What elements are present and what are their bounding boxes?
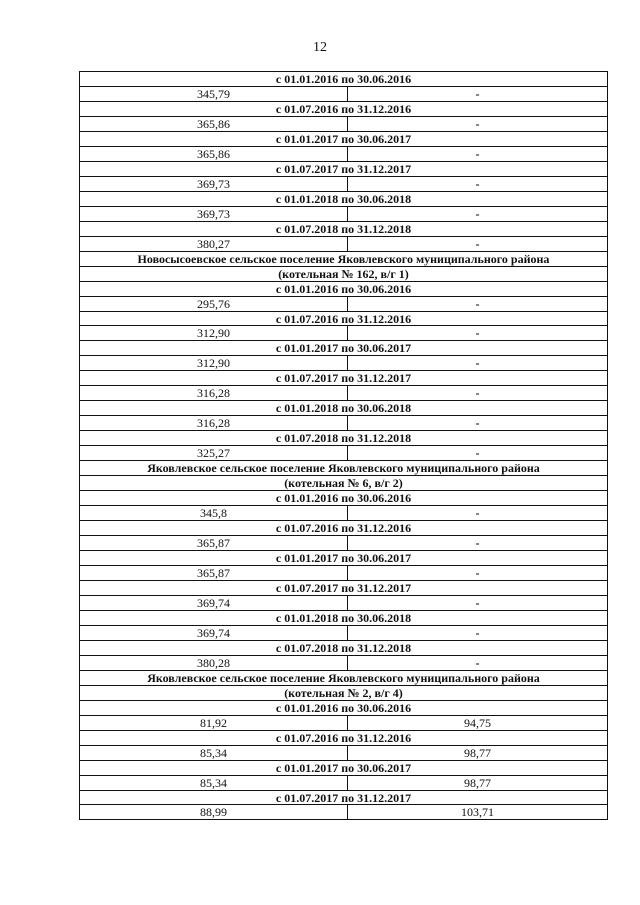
tariff-value: 365,86 (197, 116, 230, 131)
table-row (80, 626, 607, 641)
tariff-cell-col2 (348, 326, 607, 340)
tariff-cell-col1 (80, 716, 348, 730)
tariff-value: - (475, 536, 480, 551)
period-header-row (80, 401, 607, 416)
tariff-cell-col2 (348, 416, 607, 430)
period-header-row (80, 671, 607, 686)
table-row (80, 297, 607, 312)
period-header-row (80, 222, 607, 237)
tariff-cell-col1 (80, 177, 348, 191)
tariff-value: - (475, 416, 480, 431)
tariff-value: 103,71 (461, 805, 494, 820)
period-header-row (80, 641, 607, 656)
table-row (80, 536, 607, 551)
tariff-value: 369,73 (197, 176, 230, 191)
period-header-row (80, 371, 607, 386)
period-header-row (80, 102, 607, 117)
tariff-table (79, 71, 608, 820)
period-header-row (80, 132, 607, 147)
tariff-value: 369,74 (197, 625, 230, 640)
tariff-value: 85,34 (200, 745, 227, 760)
tariff-cell-col2 (348, 386, 607, 400)
table-row (80, 177, 607, 192)
tariff-cell-col1 (80, 326, 348, 340)
tariff-value: - (475, 236, 480, 251)
tariff-value: 98,77 (464, 745, 491, 760)
tariff-cell-col1 (80, 416, 348, 430)
row-heading-text: с 01.01.2016 по 30.06.2016 (275, 72, 412, 86)
tariff-value: 365,86 (197, 146, 230, 161)
tariff-cell-col1 (80, 147, 348, 161)
tariff-cell-col1 (80, 386, 348, 400)
row-heading-text: с 01.07.2016 по 31.12.2016 (275, 311, 412, 326)
row-heading-text: с 01.07.2017 по 31.12.2017 (275, 161, 412, 176)
period-header-row (80, 312, 607, 327)
row-heading-text: с 01.07.2017 по 31.12.2017 (275, 790, 412, 805)
row-heading-text: с 01.01.2017 по 30.06.2017 (275, 131, 412, 146)
row-heading-text: (котельная № 162, в/г 1) (278, 266, 409, 281)
tariff-cell-col2 (348, 446, 607, 460)
tariff-value: - (475, 176, 480, 191)
row-heading-text: (котельная № 2, в/г 4) (284, 685, 403, 700)
table-row (80, 776, 607, 791)
row-heading-text: Яковлевское сельское поселение Яковлевского муниципального района (147, 461, 540, 476)
row-heading-text: с 01.01.2017 по 30.06.2017 (275, 551, 412, 565)
table-row (80, 746, 607, 761)
table-row (80, 326, 607, 341)
tariff-cell-col1 (80, 656, 348, 670)
table-row (80, 117, 607, 132)
row-heading-text: с 01.07.2018 по 31.12.2018 (275, 221, 412, 236)
row-heading-text: с 01.07.2018 по 31.12.2018 (275, 640, 412, 655)
tariff-value: - (475, 446, 480, 461)
tariff-value: - (475, 565, 480, 580)
tariff-value: 345,79 (197, 86, 230, 101)
table-row (80, 207, 607, 222)
period-header-row (80, 521, 607, 536)
tariff-value: - (475, 146, 480, 161)
tariff-cell-col2 (348, 716, 607, 730)
row-heading-text: с 01.01.2017 по 30.06.2017 (275, 341, 412, 356)
tariff-cell-col2 (348, 596, 607, 610)
row-heading-text: с 01.07.2016 по 31.12.2016 (275, 730, 412, 745)
tariff-value: - (475, 326, 480, 341)
period-header-row (80, 476, 607, 491)
tariff-cell-col1 (80, 356, 348, 370)
tariff-cell-col2 (348, 147, 607, 161)
tariff-value: 295,76 (197, 296, 230, 311)
tariff-value: 312,90 (197, 326, 230, 341)
tariff-value: - (475, 86, 480, 101)
table-row (80, 596, 607, 611)
tariff-cell-col1 (80, 506, 348, 520)
tariff-cell-col1 (80, 446, 348, 460)
tariff-cell-col1 (80, 566, 348, 580)
row-heading-text: (котельная № 6, в/г 2) (284, 476, 403, 491)
tariff-cell-col1 (80, 87, 348, 101)
period-header-row (80, 686, 607, 701)
row-heading-text: с 01.01.2016 по 30.06.2016 (275, 700, 412, 715)
tariff-value: 345,8 (200, 506, 227, 521)
period-header-row (80, 282, 607, 297)
tariff-value: - (475, 506, 480, 521)
tariff-cell-col1 (80, 207, 348, 221)
tariff-cell-col2 (348, 506, 607, 520)
page-number: 12 (313, 40, 327, 55)
tariff-value: - (475, 296, 480, 311)
period-header-row (80, 192, 607, 207)
table-row (80, 237, 607, 252)
table-row (80, 416, 607, 431)
tariff-value: 365,87 (197, 536, 230, 551)
period-header-row (80, 252, 607, 267)
row-heading-text: с 01.01.2018 по 30.06.2018 (275, 610, 412, 625)
row-heading-text: с 01.07.2016 по 31.12.2016 (275, 101, 412, 116)
tariff-value: 88,99 (200, 805, 227, 820)
period-header-row (80, 431, 607, 446)
row-heading-text: с 01.01.2016 по 30.06.2016 (275, 491, 412, 506)
tariff-value: 325,27 (197, 446, 230, 461)
tariff-cell-col1 (80, 746, 348, 760)
period-header-row (80, 551, 607, 566)
tariff-cell-col1 (80, 805, 348, 819)
table-row (80, 656, 607, 671)
tariff-value: 369,73 (197, 206, 230, 221)
row-heading-text: с 01.01.2017 по 30.06.2017 (275, 760, 412, 775)
tariff-value: - (475, 655, 480, 670)
tariff-cell-col2 (348, 746, 607, 760)
tariff-cell-col2 (348, 536, 607, 550)
period-header-row (80, 611, 607, 626)
tariff-cell-col1 (80, 776, 348, 790)
row-heading-text: Новосысоевское сельское поселение Яковлевского муниципального района (137, 251, 550, 266)
tariff-cell-col1 (80, 297, 348, 311)
tariff-cell-col1 (80, 536, 348, 550)
row-heading-text: с 01.07.2018 по 31.12.2018 (275, 431, 412, 446)
row-heading-text: с 01.07.2017 по 31.12.2017 (275, 371, 412, 386)
period-header-row (80, 72, 607, 87)
tariff-cell-col2 (348, 87, 607, 101)
tariff-cell-col2 (348, 356, 607, 370)
tariff-cell-col2 (348, 297, 607, 311)
table-row (80, 446, 607, 461)
row-heading-text: Яковлевское сельское поселение Яковлевского муниципального района (147, 670, 540, 685)
tariff-cell-col2 (348, 626, 607, 640)
table-row (80, 716, 607, 731)
period-header-row (80, 267, 607, 282)
tariff-value: 85,34 (200, 775, 227, 790)
tariff-value: 380,27 (197, 236, 230, 251)
tariff-cell-col1 (80, 626, 348, 640)
row-heading-text: с 01.01.2018 по 30.06.2018 (275, 401, 412, 416)
table-row (80, 386, 607, 401)
tariff-value: - (475, 386, 480, 401)
table-row (80, 147, 607, 162)
period-header-row (80, 731, 607, 746)
tariff-value: 312,90 (197, 356, 230, 371)
row-heading-text: с 01.01.2016 по 30.06.2016 (275, 281, 412, 296)
tariff-value: - (475, 625, 480, 640)
tariff-cell-col1 (80, 237, 348, 251)
tariff-cell-col2 (348, 805, 607, 819)
tariff-cell-col2 (348, 117, 607, 131)
tariff-value: - (475, 595, 480, 610)
tariff-cell-col2 (348, 566, 607, 580)
tariff-value: - (475, 116, 480, 131)
period-header-row (80, 461, 607, 476)
tariff-cell-col1 (80, 596, 348, 610)
period-header-row (80, 341, 607, 356)
tariff-value: 369,74 (197, 595, 230, 610)
table-row (80, 506, 607, 521)
period-header-row (80, 701, 607, 716)
row-heading-text: с 01.07.2016 по 31.12.2016 (275, 521, 412, 536)
table-row (80, 566, 607, 581)
row-heading-text: с 01.01.2018 по 30.06.2018 (275, 191, 412, 206)
tariff-cell-col2 (348, 656, 607, 670)
table-row (80, 356, 607, 371)
tariff-value: 380,28 (197, 655, 230, 670)
tariff-value: - (475, 206, 480, 221)
tariff-cell-col2 (348, 207, 607, 221)
period-header-row (80, 581, 607, 596)
tariff-cell-col2 (348, 776, 607, 790)
tariff-value: 316,28 (197, 386, 230, 401)
tariff-value: - (475, 356, 480, 371)
period-header-row (80, 791, 607, 806)
table-row (80, 87, 607, 102)
tariff-cell-col1 (80, 117, 348, 131)
period-header-row (80, 761, 607, 776)
tariff-value: 365,87 (197, 565, 230, 580)
tariff-cell-col2 (348, 237, 607, 251)
tariff-value: 316,28 (197, 416, 230, 431)
tariff-value: 94,75 (464, 715, 491, 730)
tariff-cell-col2 (348, 177, 607, 191)
period-header-row (80, 491, 607, 506)
tariff-value: 81,92 (200, 715, 227, 730)
table-row (80, 805, 607, 820)
row-heading-text: с 01.07.2017 по 31.12.2017 (275, 580, 412, 595)
period-header-row (80, 162, 607, 177)
tariff-value: 98,77 (464, 775, 491, 790)
